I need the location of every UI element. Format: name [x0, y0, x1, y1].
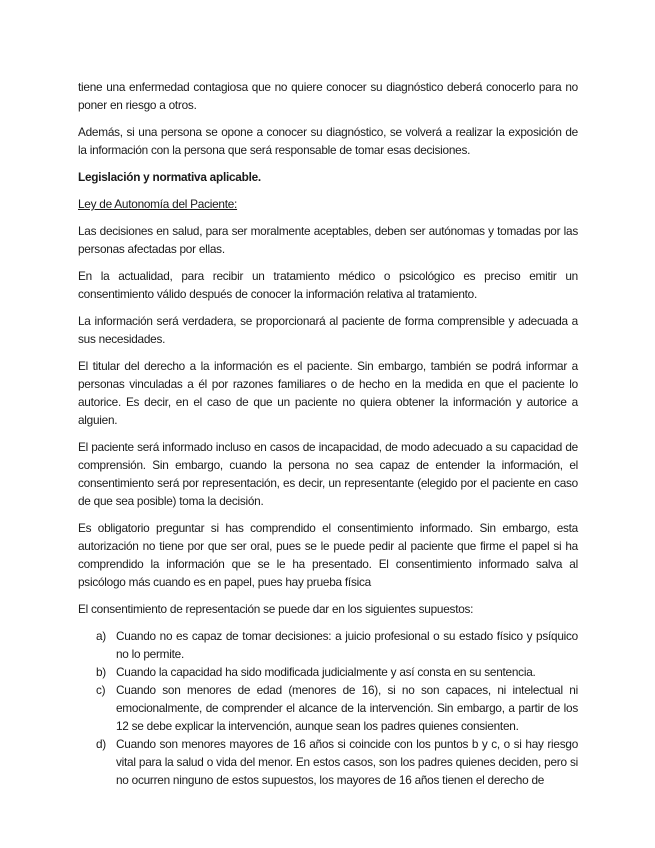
list-item-text: Cuando son menores mayores de 16 años si coincide con los puntos b y c, o si hay riesgo vital para la salud o vida del menor. En estos casos, son los padres quienes deciden, pero si no ocurren ninguno de estos supuestos, los mayores de 16 años tienen el derecho de	[116, 737, 578, 787]
paragraph-opposition: Además, si una persona se opone a conocer su diagnóstico, se volverá a realizar la exposición de la información con la persona que será responsable de tomar esas decisiones.	[78, 125, 578, 157]
subsection-heading: Ley de Autonomía del Paciente:	[78, 197, 238, 211]
paragraph-incapacity: El paciente será informado incluso en casos de incapacidad, de modo adecuado a su capacidad de comprensión. Sin embargo, cuando la persona no sea capaz de entender la información, el consentimiento será por representación, es decir, un representante (elegido por el paciente en caso de que sea posible) toma la decisión.	[78, 440, 578, 508]
list-marker: d)	[96, 737, 106, 751]
section-heading: Legislación y normativa aplicable.	[78, 170, 261, 184]
list-item	[78, 627, 578, 663]
list-item	[78, 663, 578, 681]
list-marker: c)	[96, 683, 106, 697]
paragraph-right-holder: El titular del derecho a la información es el paciente. Sin embargo, también se podrá informar a personas vinculadas a él por razones familiares o de hecho en la medida en que el paciente lo autorice. Es decir, en el caso de que un paciente no quiera obtener la información y autorice a alguien.	[78, 359, 578, 427]
supuestos-list	[78, 627, 578, 789]
list-item	[78, 681, 578, 735]
paragraph-information: La información será verdadera, se proporcionará al paciente de forma comprensible y adecuada a sus necesidades.	[78, 314, 578, 346]
paragraph-contagious-disease: tiene una enfermedad contagiosa que no quiere conocer su diagnóstico deberá conocerlo para no poner en riesgo a otros.	[78, 80, 578, 112]
list-marker: a)	[96, 629, 106, 643]
document-page	[78, 78, 578, 789]
list-item-text: Cuando no es capaz de tomar decisiones: a juicio profesional o su estado físico y psíquico no lo permite.	[116, 629, 578, 661]
paragraph-obligatory: Es obligatorio preguntar si has comprendido el consentimiento informado. Sin embargo, esta autorización no tiene por que ser oral, pues se le puede pedir al paciente que firme el papel si ha comprendido la información que se le ha presentado. El consentimiento informado salva al psicólogo más cuando es en papel, pues hay prueba física	[78, 521, 578, 589]
paragraph-treatment: En la actualidad, para recibir un tratamiento médico o psicológico es preciso emitir un consentimiento válido después de conocer la información relativa al tratamiento.	[78, 269, 578, 301]
list-item-text: Cuando la capacidad ha sido modificada judicialmente y así consta en su sentencia.	[116, 665, 536, 679]
list-item	[78, 735, 578, 789]
paragraph-decisions: Las decisiones en salud, para ser moralmente aceptables, deben ser autónomas y tomadas por las personas afectadas por ellas.	[78, 224, 578, 256]
paragraph-representation: El consentimiento de representación se puede dar en los siguientes supuestos:	[78, 602, 474, 616]
list-marker: b)	[96, 665, 106, 679]
list-item-text: Cuando son menores de edad (menores de 16), si no son capaces, ni intelectual ni emocionalmente, de comprender el alcance de la intervención. Sin embargo, a partir de los 12 se debe explicar la intervención, aunque sean los padres quienes consienten.	[116, 683, 578, 733]
